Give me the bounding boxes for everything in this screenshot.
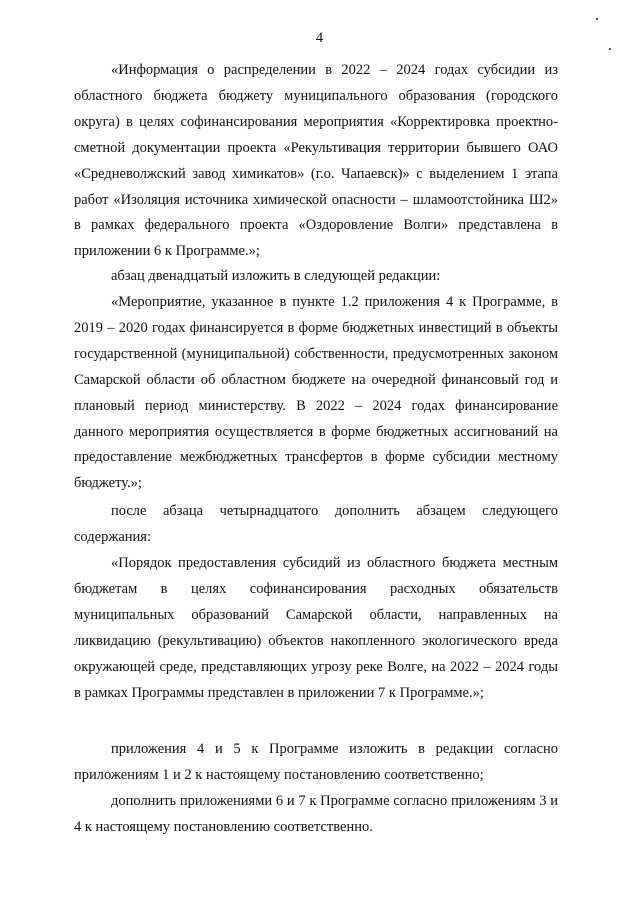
paragraph-measure-financing: «Мероприятие, указанное в пункте 1.2 приложения 4 к Программе, в 2019 – 2020 годах финансируется в форме бюджетных инвестиций в объекты государственной (муниципальной) собственности, предусмотренных законом Самарской области об областном бюджете на очередной финансовый год и плановый период министерству. В 2022 – 2024 годах финансирование данного мероприятия осуществляется в форме бюджетных ассигнований на предоставление межбюджетных трансфертов в форме субсидии местному бюджету.»; <box>74 294 558 492</box>
paragraph-appendices-6-7: дополнить приложениями 6 и 7 к Программе согласно приложениям 3 и 4 к настоящему постановлению соответственно. <box>74 793 558 835</box>
paragraph-after-fourteenth: после абзаца четырнадцатого дополнить абзацем следующего содержания: <box>74 503 558 545</box>
page-number: 4 <box>315 30 324 46</box>
paragraph-subsidy-procedure: «Порядок предоставления субсидий из областного бюджета местным бюджетам в целях софинансирования расходных обязательств муниципальных образований Самарской области, направленных на ликвидацию (рекультивацию) объектов накопленного экологического вреда окружающей среде, представляющих угрозу реке Волге, на 2022 – 2024 годы в рамках Программы представлен в приложении 7 к Программе.»; <box>74 555 558 701</box>
scan-speck <box>596 18 598 20</box>
paragraph-appendices-4-5: приложения 4 и 5 к Программе изложить в редакции согласно приложениям 1 и 2 к настоящему постановлению соответственно; <box>74 741 558 783</box>
paragraph-info-distribution: «Информация о распределении в 2022 – 2024 годах субсидии из областного бюджета бюджету муниципального образования (городского округа) в целях софинансирования мероприятия «Корректировка проектно-сметной документации проекта «Рекультивация территории бывшего ОАО «Средневолжский завод химикатов» (г.о. Чапаевск)» с выделением 1 этапа работ «Изоляция источника химической опасности – шламоотстойника Ш2» в рамках федерального проекта «Оздоровление Волги» представлена в приложении 6 к Программе.»; <box>74 62 558 260</box>
paragraph-twelfth-amendment: абзац двенадцатый изложить в следующей редакции: <box>111 268 441 284</box>
scan-speck <box>609 48 611 50</box>
